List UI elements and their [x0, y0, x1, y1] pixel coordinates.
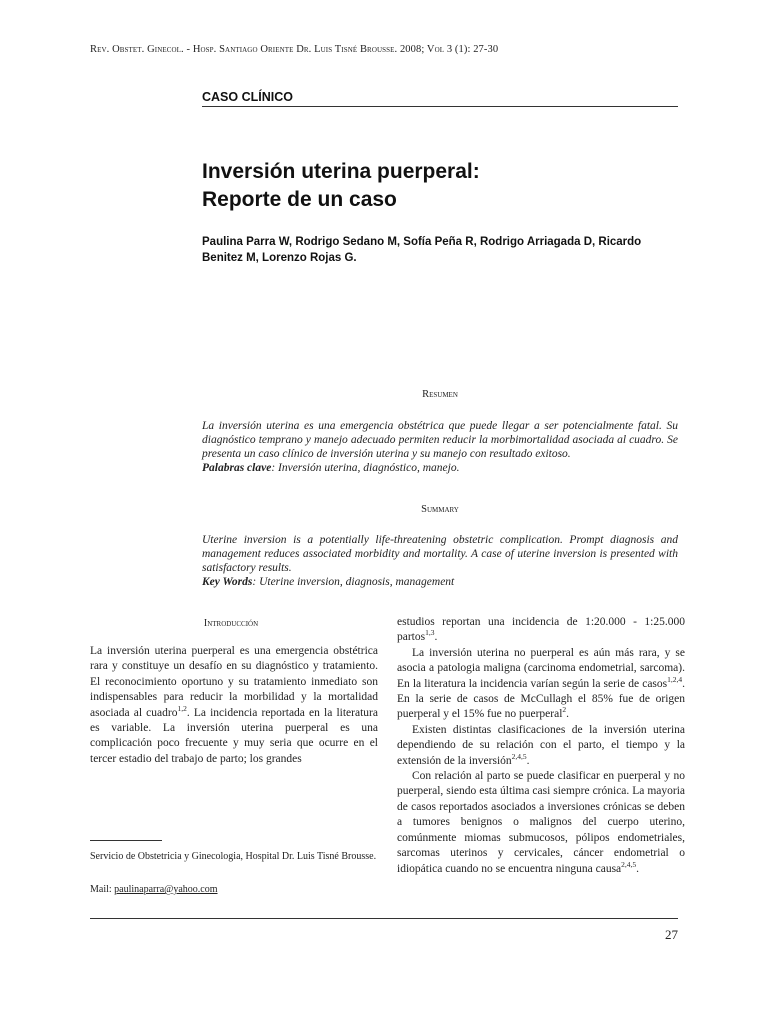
intro-paragraph-4	[397, 769, 685, 877]
title-line-1: Inversión uterina puerperal:	[202, 160, 480, 183]
header-rule	[202, 106, 678, 107]
text-run: .	[566, 708, 570, 721]
text-run: . La incidencia reportada en la literatura es variable. La inversión uterina puerperal es una complicación poco frecuente y muy seria que ocurre en el tercer estadio del trabajo de parto; los grandes	[90, 706, 378, 765]
title-line-2: Reporte de un caso	[202, 188, 397, 211]
resumen-heading: Resumen	[422, 389, 458, 400]
left-column	[90, 644, 378, 767]
intro-paragraph-1-cont	[397, 615, 685, 646]
text-run: .	[636, 862, 640, 875]
footnote-rule	[90, 840, 162, 841]
citation: 1,3	[425, 628, 435, 638]
text-run: .	[434, 631, 438, 644]
text-run: La inversión uterina no puerperal es aún más rara, y se asocia a patologia maligna (carcinoma endometrial, sarcoma). En la literatura la incidencia varían según la serie de casos	[397, 646, 685, 690]
resumen-text: La inversión uterina es una emergencia obstétrica que puede llegar a ser potencialmente fatal. Su diagnóstico temprano y manejo adecuado permiten reducir la morbimortalidad asociada al cuadro. Se presenta un caso clínico de inversión uterina y su manejo con resultado exitoso.	[202, 420, 678, 460]
right-column	[397, 615, 685, 877]
palabras-clave-label: Palabras clave	[202, 462, 272, 474]
text-run: Con relación al parto se puede clasificar en puerperal y no puerperal, siendo esta última casi siempre crónica. La mayoria de casos reportados asociados a inversiones crónicas se deben a tumores benignos o malignos del cuerpo uterino, comúnmente miomas submucosos, pólipos endometriales, sarcomas uterinos y cervicales, cáncer endometrial o idiopática cuando no se encuentra ninguna causa	[397, 770, 685, 875]
intro-paragraph-1	[90, 644, 378, 767]
citation: 1,2	[177, 703, 187, 713]
summary-text: Uterine inversion is a potentially life-threatening obstetric complication. Prompt diagnosis and management reduces associated morbidity and mortality. A case of uterine inversion is presented with satisfactory results.	[202, 534, 678, 574]
text-run: . En la serie de casos de McCullagh el 85% fue de origen puerperal y el 15% fue no puerperal	[397, 677, 685, 721]
palabras-clave-text: : Inversión uterina, diagnóstico, manejo.	[271, 462, 460, 474]
text-run: .	[526, 754, 530, 767]
article-title	[202, 158, 682, 214]
citation: 2,4,5	[511, 751, 527, 761]
citation: 2,4,5	[621, 859, 637, 869]
citation: 1,2,4	[667, 674, 683, 684]
intro-paragraph-2	[397, 646, 685, 723]
text-run: La inversión uterina puerperal es una emergencia obstétrica rara y constituye un desafío en su diagnóstico y tratamiento. El reconocimiento oportuno y su tratamiento inmediato son indispensables para reducir la morbilidad y la mortalidad asociada al cuadro	[90, 645, 378, 719]
summary-body	[202, 533, 678, 589]
resumen-body	[202, 419, 678, 475]
introduccion-heading: Introducción	[203, 618, 259, 629]
section-label: CASO CLÍNICO	[202, 90, 293, 104]
intro-paragraph-3	[397, 723, 685, 769]
mail-label: Mail:	[90, 884, 115, 895]
author-list: Paulina Parra W, Rodrigo Sedano M, Sofía Peña R, Rodrigo Arriagada D, Ricardo Benitez M, Lorenzo Rojas G.	[202, 236, 642, 264]
footnote-mail	[90, 883, 378, 896]
citation: 2	[562, 705, 567, 715]
summary-heading: Summary	[421, 504, 459, 515]
key-words-label: Key Words	[202, 576, 253, 588]
key-words-text: : Uterine inversion, diagnosis, management	[252, 576, 455, 588]
footnote-affiliation: Servicio de Obstetricia y Ginecologia, Hospital Dr. Luis Tisné Brousse.	[90, 851, 377, 862]
running-head: Rev. Obstet. Ginecol. - Hosp. Santiago Oriente Dr. Luis Tisné Brousse. 2008; Vol 3 (1): 27-30	[90, 44, 499, 55]
footer-rule	[90, 918, 678, 919]
page-number: 27	[665, 927, 678, 942]
text-run: estudios reportan una incidencia de 1:20.000 - 1:25.000 partos	[397, 616, 685, 644]
mail-link[interactable]: paulinaparra@yahoo.com	[114, 884, 218, 895]
text-run: Existen distintas clasificaciones de la inversión uterina dependiendo de su relación con el parto, el tiempo y la extensión de la inversión	[397, 723, 685, 767]
